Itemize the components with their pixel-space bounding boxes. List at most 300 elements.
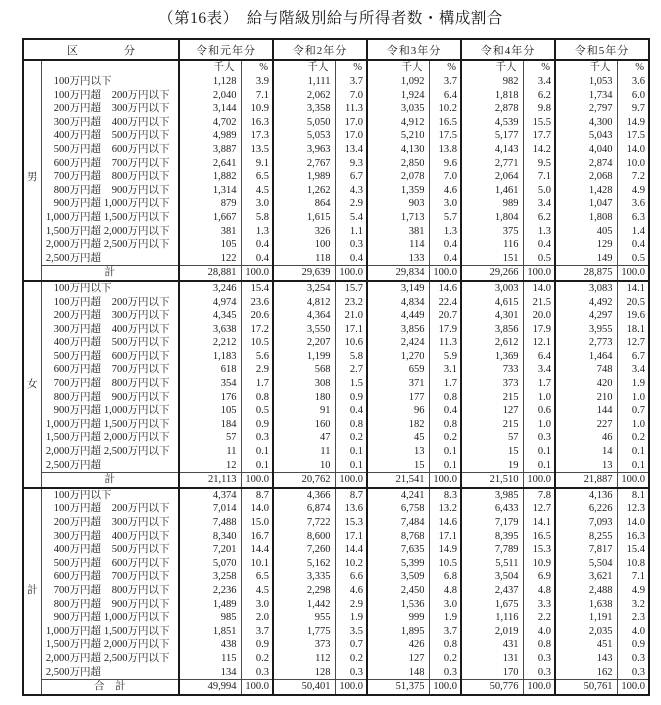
count-cell: 4,136 [555,488,617,503]
table-row [23,252,649,266]
salary-bracket-label: 2,500万円超 [41,252,179,266]
year-header-2: 令和2年分 [273,39,367,60]
salary-bracket-label: 1,000万円超 1,500万円以下 [41,211,179,225]
table-row [23,584,649,598]
table-row [23,75,649,89]
count-cell: 5,399 [367,557,429,571]
table-row [23,225,649,239]
percent-cell: 1.3 [429,225,461,239]
count-cell: 4,812 [273,296,335,310]
salary-bracket-label: 500万円超 600万円以下 [41,557,179,571]
count-cell: 1,359 [367,184,429,198]
count-cell: 5,070 [179,557,241,571]
count-cell: 4,702 [179,116,241,130]
percent-cell: 17.2 [241,323,273,337]
count-cell: 2,019 [461,625,523,639]
percent-cell: 7.0 [335,89,367,103]
total-percent-cell: 100.0 [429,680,461,695]
count-cell: 1,734 [555,89,617,103]
percent-cell: 5.7 [429,211,461,225]
percent-cell: 8.7 [335,488,367,503]
total-count-cell: 51,375 [367,680,429,695]
total-percent-cell: 100.0 [617,680,649,695]
percent-cell: 6.7 [617,350,649,364]
percent-cell: 6.9 [523,570,555,584]
count-cell: 12 [179,459,241,473]
count-cell: 381 [367,225,429,239]
count-cell: 180 [273,391,335,405]
corner-header-right: 分 [124,44,135,57]
count-cell: 375 [461,225,523,239]
salary-bracket-label: 100万円超 200万円以下 [41,296,179,310]
table-row [23,296,649,310]
total-percent-cell: 100.0 [335,266,367,281]
percent-cell: 0.1 [241,459,273,473]
salary-bracket-label: 200万円超 300万円以下 [41,516,179,530]
salary-bracket-label: 800万円超 900万円以下 [41,598,179,612]
count-cell: 8,768 [367,530,429,544]
count-cell: 8,255 [555,530,617,544]
count-cell: 568 [273,363,335,377]
count-cell: 2,771 [461,157,523,171]
count-cell: 2,612 [461,336,523,350]
percent-cell: 16.5 [429,116,461,130]
unit-count-header: 千人 [273,60,335,75]
count-cell: 170 [461,666,523,680]
table-row [23,323,649,337]
salary-bracket-label: 2,500万円超 [41,666,179,680]
count-cell: 1,128 [179,75,241,89]
percent-cell: 7.1 [617,570,649,584]
count-cell: 4,912 [367,116,429,130]
total-count-cell: 21,887 [555,473,617,488]
percent-cell: 14.6 [429,516,461,530]
total-percent-cell: 100.0 [617,266,649,281]
percent-cell: 14.4 [335,543,367,557]
count-cell: 2,850 [367,157,429,171]
percent-cell: 9.1 [241,157,273,171]
count-cell: 57 [179,431,241,445]
table-row [23,102,649,116]
percent-cell: 17.9 [429,323,461,337]
percent-cell: 7.8 [523,488,555,503]
count-cell: 10 [273,459,335,473]
count-cell: 426 [367,638,429,652]
table-row [23,570,649,584]
percent-cell: 0.8 [429,638,461,652]
percent-cell: 21.5 [523,296,555,310]
count-cell: 3,638 [179,323,241,337]
count-cell: 133 [367,252,429,266]
percent-cell: 5.6 [241,350,273,364]
count-cell: 4,364 [273,309,335,323]
count-cell: 105 [179,238,241,252]
count-cell: 6,758 [367,502,429,516]
percent-cell: 15.5 [523,116,555,130]
percent-cell: 0.2 [241,652,273,666]
count-cell: 2,437 [461,584,523,598]
percent-cell: 3.0 [429,197,461,211]
count-cell: 308 [273,377,335,391]
total-count-cell: 21,541 [367,473,429,488]
percent-cell: 17.9 [523,323,555,337]
year-header-5: 令和5年分 [555,39,649,60]
percent-cell: 3.4 [523,75,555,89]
table-row [23,143,649,157]
percent-cell: 4.9 [617,184,649,198]
salary-bracket-label: 1,500万円超 2,000万円以下 [41,638,179,652]
count-cell: 8,340 [179,530,241,544]
percent-cell: 9.6 [429,157,461,171]
count-cell: 2,236 [179,584,241,598]
percent-cell: 1.9 [429,611,461,625]
table-row [23,238,649,252]
percent-cell: 4.8 [429,584,461,598]
salary-bracket-label: 700万円超 800万円以下 [41,584,179,598]
count-cell: 326 [273,225,335,239]
percent-cell: 0.8 [429,391,461,405]
count-cell: 2,062 [273,89,335,103]
unit-count-header: 千人 [367,60,429,75]
percent-cell: 17.1 [335,530,367,544]
percent-cell: 2.9 [335,598,367,612]
unit-percent-header: % [617,60,649,75]
percent-cell: 0.3 [335,666,367,680]
percent-cell: 14.6 [429,281,461,296]
percent-cell: 15.4 [617,543,649,557]
count-cell: 4,301 [461,309,523,323]
count-cell: 2,874 [555,157,617,171]
table-row [23,336,649,350]
percent-cell: 0.6 [523,404,555,418]
percent-cell: 17.1 [335,323,367,337]
table-row [23,459,649,473]
count-cell: 879 [179,197,241,211]
percent-cell: 0.9 [617,638,649,652]
count-cell: 19 [461,459,523,473]
percent-cell: 0.4 [335,252,367,266]
total-percent-cell: 100.0 [523,473,555,488]
count-cell: 955 [273,611,335,625]
percent-cell: 1.5 [335,377,367,391]
salary-bracket-label: 1,000万円超 1,500万円以下 [41,418,179,432]
count-cell: 5,210 [367,129,429,143]
count-cell: 96 [367,404,429,418]
count-cell: 2,797 [555,102,617,116]
table-row [23,309,649,323]
count-cell: 7,484 [367,516,429,530]
count-cell: 114 [367,238,429,252]
salary-bracket-label: 2,000万円超 2,500万円以下 [41,238,179,252]
salary-bracket-label: 500万円超 600万円以下 [41,143,179,157]
percent-cell: 16.5 [523,530,555,544]
table-row [23,530,649,544]
count-cell: 5,050 [273,116,335,130]
count-cell: 7,201 [179,543,241,557]
count-cell: 2,450 [367,584,429,598]
percent-cell: 10.5 [429,557,461,571]
percent-cell: 3.7 [429,75,461,89]
percent-cell: 0.4 [617,238,649,252]
count-cell: 151 [461,252,523,266]
count-cell: 1,053 [555,75,617,89]
count-cell: 1,675 [461,598,523,612]
count-cell: 659 [367,363,429,377]
table-row [23,129,649,143]
percent-cell: 7.1 [523,170,555,184]
count-cell: 1,895 [367,625,429,639]
count-cell: 3,621 [555,570,617,584]
salary-bracket-label: 400万円超 500万円以下 [41,543,179,557]
percent-cell: 0.8 [241,391,273,405]
percent-cell: 3.7 [241,625,273,639]
count-cell: 118 [273,252,335,266]
percent-cell: 0.2 [429,431,461,445]
total-count-cell: 29,834 [367,266,429,281]
percent-cell: 2.0 [241,611,273,625]
count-cell: 143 [555,652,617,666]
percent-cell: 0.3 [523,431,555,445]
count-cell: 5,043 [555,129,617,143]
count-cell: 112 [273,652,335,666]
salary-bracket-label: 2,500万円超 [41,459,179,473]
table-row [23,652,649,666]
percent-cell: 16.7 [241,530,273,544]
percent-cell: 2.9 [335,197,367,211]
percent-cell: 10.9 [523,557,555,571]
count-cell: 2,207 [273,336,335,350]
percent-cell: 19.6 [617,309,649,323]
percent-cell: 4.0 [523,625,555,639]
count-cell: 7,817 [555,543,617,557]
unit-count-header: 千人 [461,60,523,75]
count-cell: 4,449 [367,309,429,323]
percent-cell: 22.4 [429,296,461,310]
percent-cell: 0.8 [523,638,555,652]
salary-bracket-label: 900万円超 1,000万円以下 [41,611,179,625]
count-cell: 1,808 [555,211,617,225]
gender-label-0: 男 [23,75,41,281]
salary-table [22,38,650,696]
unit-percent-header: % [335,60,367,75]
unit-count-header: 千人 [555,60,617,75]
count-cell: 3,550 [273,323,335,337]
percent-cell: 20.0 [523,309,555,323]
percent-cell: 3.3 [523,598,555,612]
percent-cell: 1.7 [523,377,555,391]
percent-cell: 20.7 [429,309,461,323]
percent-cell: 12.1 [523,336,555,350]
percent-cell: 1.9 [335,611,367,625]
count-cell: 182 [367,418,429,432]
count-cell: 5,162 [273,557,335,571]
salary-bracket-label: 400万円超 500万円以下 [41,129,179,143]
percent-cell: 0.4 [241,238,273,252]
count-cell: 215 [461,418,523,432]
count-cell: 4,374 [179,488,241,503]
count-cell: 8,600 [273,530,335,544]
percent-cell: 17.5 [617,129,649,143]
count-cell: 2,878 [461,102,523,116]
percent-cell: 14.0 [241,502,273,516]
percent-cell: 17.3 [241,129,273,143]
percent-cell: 0.9 [241,638,273,652]
percent-cell: 4.5 [241,184,273,198]
percent-cell: 16.3 [617,530,649,544]
table-row [23,157,649,171]
percent-cell: 3.1 [429,363,461,377]
percent-cell: 0.8 [429,418,461,432]
percent-cell: 0.7 [617,404,649,418]
table-row [23,377,649,391]
percent-cell: 0.2 [617,431,649,445]
percent-cell: 1.3 [241,225,273,239]
count-cell: 1,536 [367,598,429,612]
percent-cell: 2.9 [241,363,273,377]
count-cell: 4,241 [367,488,429,503]
salary-bracket-label: 1,500万円超 2,000万円以下 [41,431,179,445]
count-cell: 1,111 [273,75,335,89]
percent-cell: 3.4 [523,363,555,377]
percent-cell: 11.3 [429,336,461,350]
count-cell: 405 [555,225,617,239]
count-cell: 4,834 [367,296,429,310]
count-cell: 4,345 [179,309,241,323]
percent-cell: 10.8 [617,557,649,571]
count-cell: 4,989 [179,129,241,143]
salary-bracket-label: 200万円超 300万円以下 [41,102,179,116]
percent-cell: 6.4 [429,89,461,103]
percent-cell: 9.5 [523,157,555,171]
percent-cell: 5.0 [523,184,555,198]
count-cell: 903 [367,197,429,211]
salary-bracket-label: 500万円超 600万円以下 [41,350,179,364]
count-cell: 1,882 [179,170,241,184]
salary-bracket-label: 100万円超 200万円以下 [41,502,179,516]
total-count-cell: 50,776 [461,680,523,695]
percent-cell: 4.8 [523,584,555,598]
percent-cell: 5.9 [429,350,461,364]
percent-cell: 6.8 [429,570,461,584]
count-cell: 127 [367,652,429,666]
count-cell: 1,047 [555,197,617,211]
count-cell: 134 [179,666,241,680]
percent-cell: 0.1 [617,445,649,459]
count-cell: 176 [179,391,241,405]
percent-cell: 7.1 [241,89,273,103]
percent-cell: 0.9 [335,391,367,405]
count-cell: 1,989 [273,170,335,184]
count-cell: 4,300 [555,116,617,130]
salary-bracket-label: 600万円超 700万円以下 [41,363,179,377]
percent-cell: 0.4 [335,404,367,418]
table-row [23,363,649,377]
total-count-cell: 29,266 [461,266,523,281]
percent-cell: 21.0 [335,309,367,323]
salary-bracket-label: 600万円超 700万円以下 [41,570,179,584]
table-row [23,502,649,516]
salary-bracket-label: 800万円超 900万円以下 [41,184,179,198]
count-cell: 160 [273,418,335,432]
count-cell: 116 [461,238,523,252]
table-row [23,598,649,612]
percent-cell: 10.5 [241,336,273,350]
total-count-cell: 50,401 [273,680,335,695]
percent-cell: 3.0 [429,598,461,612]
table-row [23,557,649,571]
total-count-cell: 28,875 [555,266,617,281]
salary-bracket-label: 900万円超 1,000万円以下 [41,404,179,418]
count-cell: 177 [367,391,429,405]
salary-bracket-label: 100万円超 200万円以下 [41,89,179,103]
percent-cell: 0.1 [335,459,367,473]
percent-cell: 5.4 [335,211,367,225]
salary-bracket-label: 900万円超 1,000万円以下 [41,197,179,211]
percent-cell: 7.2 [617,170,649,184]
percent-cell: 0.2 [429,652,461,666]
gender-column-spacer [23,60,41,75]
count-cell: 1,464 [555,350,617,364]
table-row [23,404,649,418]
percent-cell: 6.2 [523,89,555,103]
count-cell: 57 [461,431,523,445]
count-cell: 129 [555,238,617,252]
count-cell: 2,424 [367,336,429,350]
percent-cell: 6.0 [617,89,649,103]
count-cell: 1,369 [461,350,523,364]
percent-cell: 0.1 [523,459,555,473]
count-cell: 1,667 [179,211,241,225]
count-cell: 7,635 [367,543,429,557]
table-title: （第16表） 給与階級別給与所得者数・構成割合 [158,10,503,27]
count-cell: 15 [367,459,429,473]
count-cell: 5,504 [555,557,617,571]
count-cell: 227 [555,418,617,432]
count-cell: 2,773 [555,336,617,350]
count-cell: 184 [179,418,241,432]
count-cell: 4,297 [555,309,617,323]
count-cell: 748 [555,363,617,377]
count-cell: 15 [461,445,523,459]
count-cell: 1,191 [555,611,617,625]
percent-cell: 3.9 [241,75,273,89]
corner-header-left: 区 [67,44,78,57]
count-cell: 3,856 [461,323,523,337]
count-cell: 162 [555,666,617,680]
count-cell: 13 [367,445,429,459]
total-label: 計 [41,473,179,488]
count-cell: 4,974 [179,296,241,310]
count-cell: 864 [273,197,335,211]
percent-cell: 5.8 [241,211,273,225]
percent-cell: 10.9 [241,102,273,116]
salary-bracket-label: 800万円超 900万円以下 [41,391,179,405]
count-cell: 7,722 [273,516,335,530]
table-row [23,431,649,445]
percent-cell: 13.5 [241,143,273,157]
count-cell: 3,246 [179,281,241,296]
count-cell: 2,035 [555,625,617,639]
count-cell: 13 [555,459,617,473]
count-cell: 2,767 [273,157,335,171]
percent-cell: 4.6 [429,184,461,198]
count-cell: 1,713 [367,211,429,225]
count-cell: 1,924 [367,89,429,103]
percent-cell: 17.1 [429,530,461,544]
count-cell: 1,199 [273,350,335,364]
count-cell: 45 [367,431,429,445]
percent-cell: 6.4 [523,350,555,364]
